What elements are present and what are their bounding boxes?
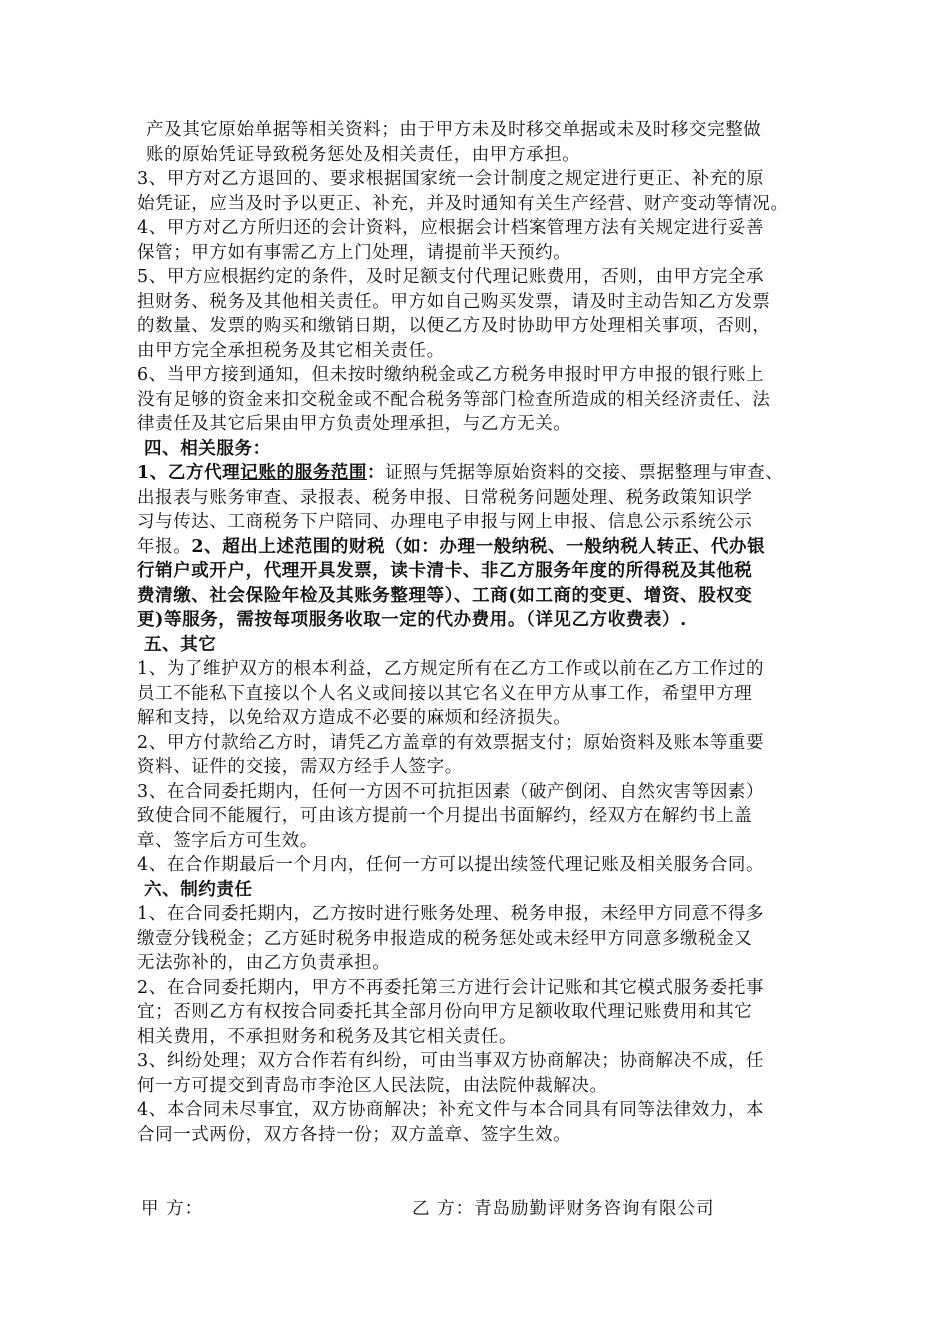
text-line: 4、在合作期最后一个月内，任何一方可以提出续签代理记账及相关服务合同。: [137, 855, 765, 875]
section-heading-liability: 六、制约责任: [144, 879, 253, 900]
signature-party-b: 乙 方：青岛励勤评财务咨询有限公司: [412, 1199, 715, 1219]
text-line: 账的原始凭证导致税务惩处及相关责任，由甲方承担。: [146, 144, 581, 165]
text-line: 资料、证件的交接，需双方经手人签字。: [137, 757, 463, 777]
plain-text: 证照与凭据等原始资料的交接、票据整理与审查、: [385, 463, 784, 483]
text-line: 3、在合同委托期内，任何一方因不可抗拒因素（破产倒闭、自然灾害等因素）: [137, 781, 765, 802]
bold-text: 2、超出上述范围的财税（如：办理一般纳税、一般纳税人转正、代办银: [191, 536, 766, 557]
text-line: 无法弥补的，由乙方负责承担。: [137, 953, 391, 973]
text-line: 1、在合同委托期内，乙方按时进行账务处理、税务申报，未经甲方同意不得多: [137, 904, 765, 924]
text-line: 律责任及其它后果由甲方负责处理承担，与乙方无关。: [137, 414, 572, 434]
text-line: 致使合同不能履行，可由该方提前一个月提出书面解约，经双方在解约书上盖: [137, 806, 753, 826]
text-line: 出报表与账务审查、录报表、税务申报、日常税务问题处理、税务政策知识学: [137, 487, 753, 508]
bold-line: 更)等服务，需按每项服务收取一定的代办费用。（详见乙方收费表）.: [137, 610, 687, 630]
clause-5: 5、甲方应根据约定的条件，及时足额支付代理记账费用，否则，由甲方完全承: [137, 267, 765, 287]
bold-line: 行销户或开户，代理开具发票，读卡清卡、非乙方服务年度的所得税及其他税: [137, 561, 753, 581]
underlined-text: 记账的服务范围: [240, 463, 367, 483]
text-line: 合同一式两份，双方各持一份；双方盖章、签字生效。: [137, 1124, 572, 1145]
clause-4: 4、甲方对乙方所归还的会计资料，应根据会计档案管理方法有关规定进行妥善: [137, 218, 765, 238]
text-line: 宜；否则乙方有权按合同委托其全部月份向甲方足额收取代理记账费用和其它: [137, 1002, 753, 1022]
text-line: 保管；甲方如有事需乙方上门处理，请提前半天预约。: [137, 242, 572, 263]
text-line: 2、甲方付款给乙方时，请凭乙方盖章的有效票据支付；原始资料及账本等重要: [137, 732, 765, 753]
text-line: 产及其它原始单据等相关资料；由于甲方未及时移交单据或未及时移交完整做: [146, 120, 762, 140]
text-line: 4、本合同未尽事宜，双方协商解决；补充文件与本合同具有同等法律效力，本: [137, 1100, 765, 1120]
text-line: 的数量、发票的购买和缴销日期，以便乙方及时协助甲方处理相关事项，否则，: [137, 316, 771, 336]
signature-party-a: 甲 方：: [141, 1199, 204, 1219]
contract-body: [137, 118, 827, 1147]
text-line: 员工不能私下直接以个人名义或间接以其它名义在甲方从事工作，希望甲方理: [137, 683, 753, 704]
text-line: 解和支持，以免给双方造成不必要的麻烦和经济损失。: [137, 708, 572, 728]
plain-text: 年报。: [137, 536, 192, 557]
text-line: 3、纠纷处理；双方合作若有纠纷，可由当事双方协商解决；协商解决不成，任: [137, 1051, 765, 1071]
text-line: 章、签字后方可生效。: [137, 830, 318, 851]
bold-text: ：: [366, 463, 386, 483]
text-line: 由甲方完全承担税务及其它相关责任。: [137, 340, 445, 361]
clause-3: 3、甲方对乙方退回的、要求根据国家统一会计制度之规定进行更正、补充的原: [137, 169, 765, 189]
text-line: 担财务、税务及其他相关责任。甲方如自己购买发票，请及时主动告知乙方发票: [137, 291, 771, 312]
text-line: 习与传达、工商税务下户陪同、办理电子申报与网上申报、信息公示系统公示: [137, 512, 753, 532]
bold-line: 费清缴、社会保险年检及其账务整理等）、工商(如工商的变更、增资、股权变: [137, 585, 753, 606]
text-line: 2、在合同委托期内，甲方不再委托第三方进行会计记账和其它模式服务委托事: [137, 977, 765, 998]
text-line: 没有足够的资金来扣交税金或不配合税务等部门检查所造成的相关经济责任、法: [137, 389, 771, 410]
text-line: 始凭证，应当及时予以更正、补充，并及时通知有关生产经营、财产变动等情况。: [137, 193, 789, 214]
text-line: 何一方可提交到青岛市李沧区人民法院，由法院仲裁解决。: [137, 1075, 608, 1096]
text-line: 缴壹分钱税金；乙方延时税务申报造成的税务惩处或未经甲方同意多缴税金又: [137, 928, 753, 949]
section-heading-other: 五、其它: [144, 634, 217, 655]
text-line: 相关费用，不承担财务和税务及其它相关责任。: [137, 1026, 518, 1047]
text-line: 1、为了维护双方的根本利益，乙方规定所有在乙方工作或以前在乙方工作过的: [137, 659, 765, 679]
section-heading-related-services: 四、相关服务：: [144, 438, 271, 459]
bold-text: 1、乙方代理: [137, 463, 241, 483]
service-scope-line: [137, 461, 827, 486]
annual-report-line: [137, 535, 827, 560]
clause-6: 6、当甲方接到通知，但未按时缴纳税金或乙方税务申报时甲方申报的银行账上: [137, 365, 765, 385]
